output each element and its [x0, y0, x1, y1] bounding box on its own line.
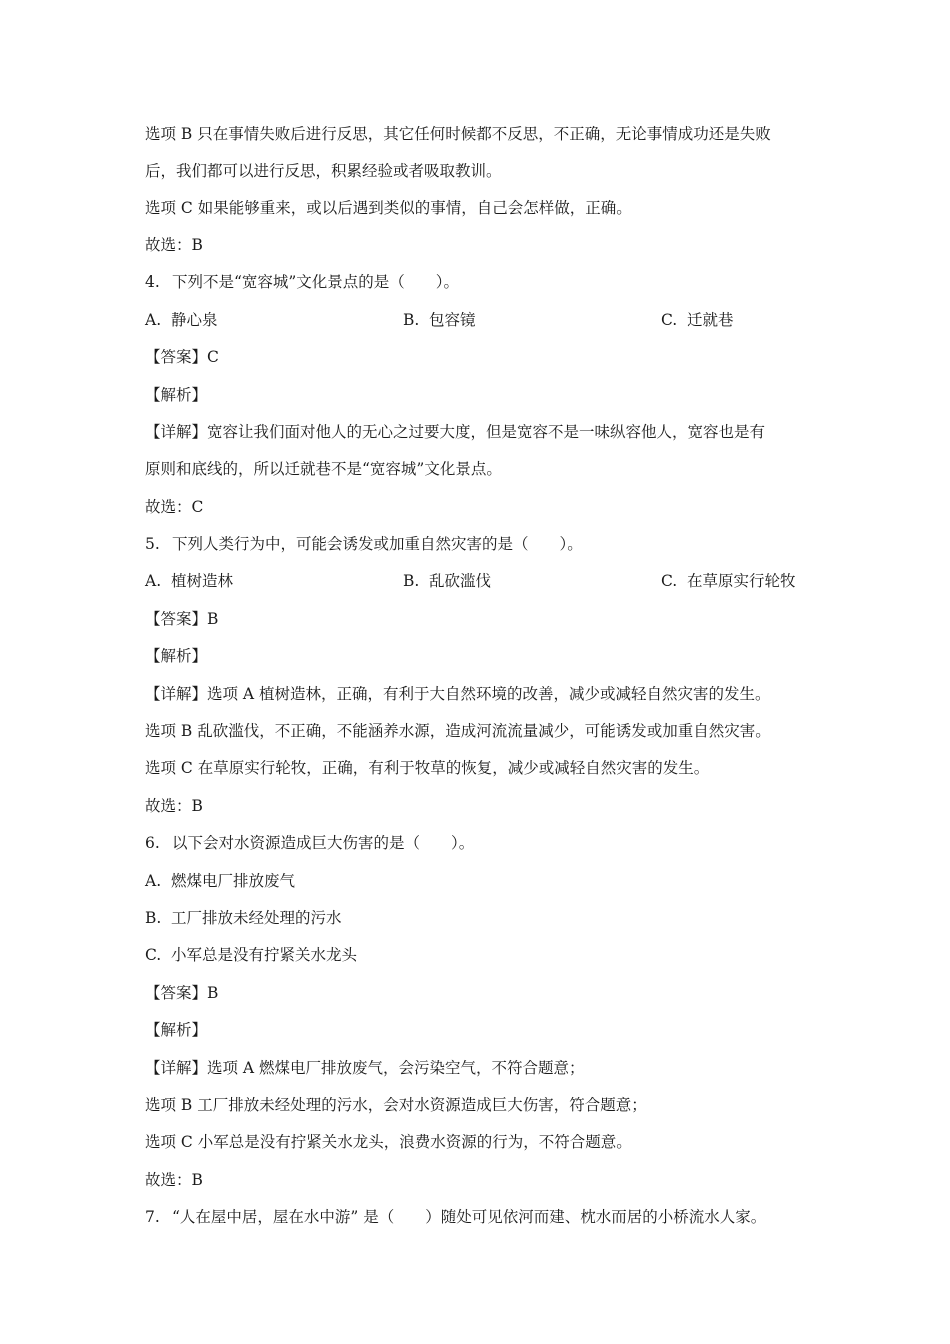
detail-line: 原则和底线的，所以迁就巷不是“宽容城”文化景点。 — [145, 460, 502, 478]
question-6 — [145, 833, 474, 853]
answer-line: 【答案】B — [145, 610, 219, 628]
option-b — [403, 310, 476, 330]
option-b — [145, 908, 342, 928]
choice-line: 故选：B — [145, 797, 203, 815]
answer-line: 【答案】C — [145, 348, 219, 366]
option-letter: B. — [145, 909, 162, 927]
option-letter: C. — [661, 572, 678, 590]
detail-line: 【详解】宽容让我们面对他人的无心之过要大度，但是宽容不是一味纵容他人，宽容也是有 — [145, 423, 766, 441]
question-number: 4. — [145, 273, 160, 291]
question-text: 下列不是“宽容城”文化景点的是（ ）。 — [171, 273, 460, 291]
question-text: 下列人类行为中，可能会诱发或加重自然灾害的是（ ）。 — [171, 535, 583, 553]
option-text: 工厂排放未经处理的污水 — [171, 909, 342, 927]
choice-line: 故选：B — [145, 1171, 203, 1189]
question-4-options — [145, 310, 845, 330]
analysis-heading: 【解析】 — [145, 647, 208, 665]
option-c — [145, 945, 357, 965]
option-letter: A. — [145, 572, 162, 590]
choice-line: 故选：C — [145, 498, 204, 516]
choice-line: 故选：B — [145, 236, 203, 254]
option-a — [145, 310, 218, 330]
option-text: 燃煤电厂排放废气 — [171, 872, 296, 890]
question-7 — [145, 1207, 766, 1227]
option-text: 在草原实行轮牧 — [687, 572, 796, 590]
question-5-options — [145, 571, 845, 591]
analysis-heading: 【解析】 — [145, 1021, 208, 1039]
text-line: 选项 C 如果能够重来，或以后遇到类似的事情，自己会怎样做，正确。 — [145, 199, 632, 217]
question-text: 以下会对水资源造成巨大伤害的是（ ）。 — [171, 834, 475, 852]
option-b — [403, 571, 491, 591]
detail-line: 选项 C 在草原实行轮牧，正确，有利于牧草的恢复，减少或减轻自然灾害的发生。 — [145, 759, 710, 777]
detail-line: 选项 B 工厂排放未经处理的污水，会对水资源造成巨大伤害，符合题意； — [145, 1096, 647, 1114]
question-number: 7. — [145, 1208, 160, 1226]
option-text: 包容镜 — [429, 311, 476, 329]
option-a — [145, 571, 233, 591]
analysis-heading: 【解析】 — [145, 386, 208, 404]
option-c — [661, 310, 734, 330]
option-letter: C. — [661, 311, 678, 329]
question-5 — [145, 534, 583, 554]
answer-line: 【答案】B — [145, 984, 219, 1002]
option-letter: A. — [145, 311, 162, 329]
option-text: 静心泉 — [171, 311, 218, 329]
option-a — [145, 871, 295, 891]
question-number: 6. — [145, 834, 160, 852]
option-text: 小军总是没有拧紧关水龙头 — [171, 946, 358, 964]
text-line: 选项 B 只在事情失败后进行反思，其它任何时候都不反思，不正确，无论事情成功还是失败 — [145, 125, 771, 143]
text-line: 后，我们都可以进行反思，积累经验或者吸取教训。 — [145, 162, 502, 180]
option-text: 迁就巷 — [687, 311, 734, 329]
detail-line: 【详解】选项 A 植树造林，正确，有利于大自然环境的改善，减少或减轻自然灾害的发生。 — [145, 685, 771, 703]
option-text: 植树造林 — [171, 572, 234, 590]
question-4 — [145, 272, 459, 292]
detail-line: 选项 C 小军总是没有拧紧关水龙头，浪费水资源的行为，不符合题意。 — [145, 1133, 632, 1151]
option-letter: C. — [145, 946, 162, 964]
question-number: 5. — [145, 535, 160, 553]
option-text: 乱砍滥伐 — [429, 572, 492, 590]
detail-line: 选项 B 乱砍滥伐，不正确，不能涵养水源，造成河流流量减少，可能诱发或加重自然灾害。 — [145, 722, 771, 740]
question-text: “人在屋中居，屋在水中游” 是（ ）随处可见依河而建、枕水而居的小桥流水人家。 — [171, 1208, 767, 1226]
option-letter: A. — [145, 872, 162, 890]
option-letter: B. — [403, 311, 420, 329]
option-c — [661, 571, 796, 591]
detail-line: 【详解】选项 A 燃煤电厂排放废气，会污染空气，不符合题意； — [145, 1059, 585, 1077]
option-letter: B. — [403, 572, 420, 590]
